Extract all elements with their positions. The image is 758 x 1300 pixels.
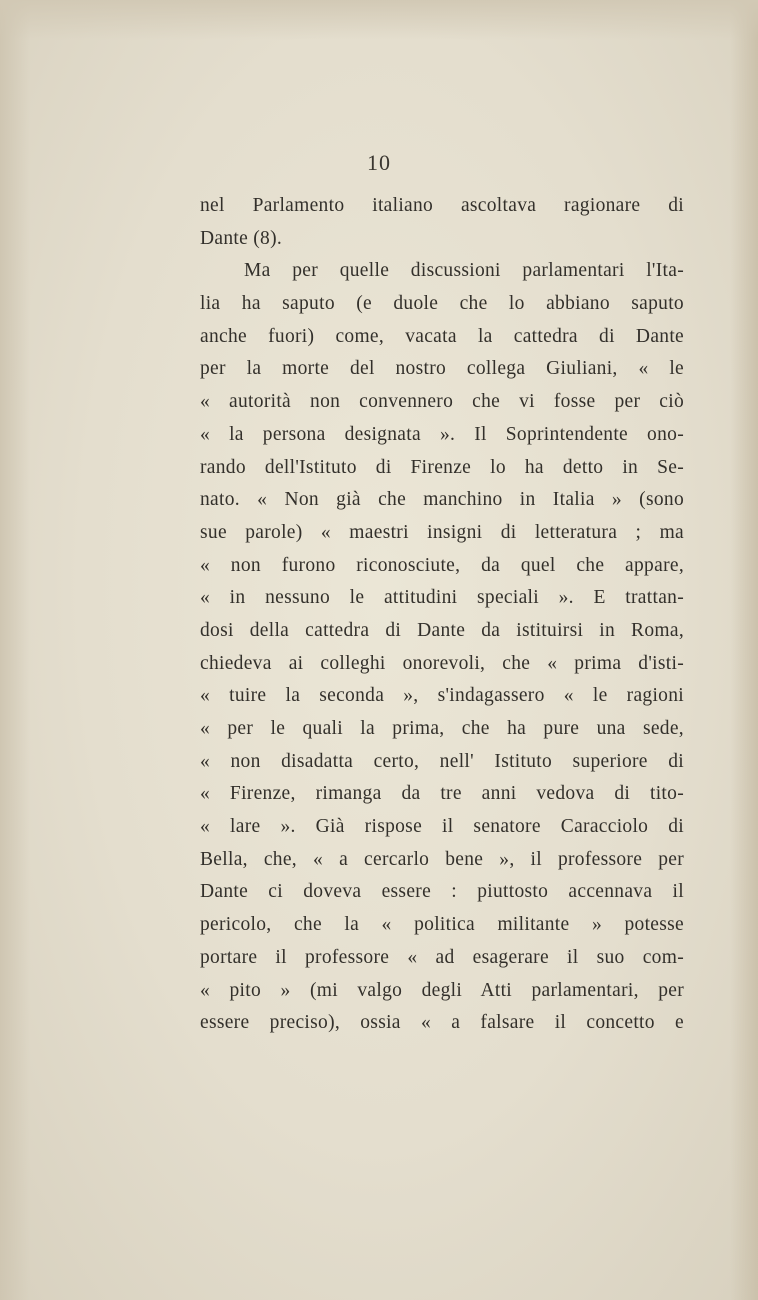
- text-line: essere preciso), ossia « a falsare il concetto e: [200, 1012, 684, 1034]
- text-line: Ma per quelle discussioni parlamentari l'Ita-: [244, 260, 684, 282]
- text-line: rando dell'Istituto di Firenze lo ha detto in Se-: [200, 456, 684, 478]
- page-edge-right: [730, 0, 758, 1300]
- text-line: nato. « Non già che manchino in Italia » (sono: [200, 489, 684, 511]
- text-line: dosi della cattedra di Dante da istituirsi in Roma,: [200, 619, 684, 641]
- page-edge-left: [0, 0, 30, 1300]
- text-line: « Firenze, rimanga da tre anni vedova di tito-: [200, 783, 684, 805]
- text-line: nel Parlamento italiano ascoltava ragionare di: [200, 195, 684, 216]
- text-line: pericolo, che la « politica militante » potesse: [200, 914, 684, 936]
- text-line: « autorità non convennero che vi fosse per ciò: [200, 391, 684, 413]
- text-line: « lare ». Già rispose il senatore Caracciolo di: [200, 816, 684, 838]
- text-line: « non furono riconosciute, da quel che appare,: [200, 554, 684, 576]
- text-line: chiedeva ai colleghi onorevoli, che « prima d'isti-: [200, 652, 684, 674]
- text-line: « pito » (mi valgo degli Atti parlamentari, per: [200, 979, 684, 1001]
- text-line: « la persona designata ». Il Soprintendente ono-: [200, 423, 684, 445]
- text-line: portare il professore « ad esagerare il suo com-: [200, 946, 684, 968]
- text-line: lia ha saputo (e duole che lo abbiano saputo: [200, 293, 684, 315]
- text-line: « tuire la seconda », s'indagassero « le ragioni: [200, 685, 684, 707]
- text-line: Dante ci doveva essere : piuttosto accennava il: [200, 881, 684, 903]
- text-line: « per le quali la prima, che ha pure una sede,: [200, 718, 684, 739]
- page-edge-top: [0, 0, 758, 40]
- text-line: per la morte del nostro collega Giuliani, « le: [200, 358, 684, 380]
- text-line: « non disadatta certo, nell' Istituto superiore di: [200, 750, 684, 772]
- text-line: « in nessuno le attitudini speciali ». E trattan-: [200, 587, 684, 609]
- body-text: [200, 190, 684, 1040]
- text-line: Bella, che, « a cercarlo bene », il professore per: [200, 848, 684, 870]
- page-number: 10: [367, 150, 391, 175]
- text-line: sue parole) « maestri insigni di letteratura ; ma: [200, 521, 684, 543]
- text-line: Dante (8).: [200, 227, 283, 249]
- text-line: anche fuori) come, vacata la cattedra di Dante: [200, 325, 684, 347]
